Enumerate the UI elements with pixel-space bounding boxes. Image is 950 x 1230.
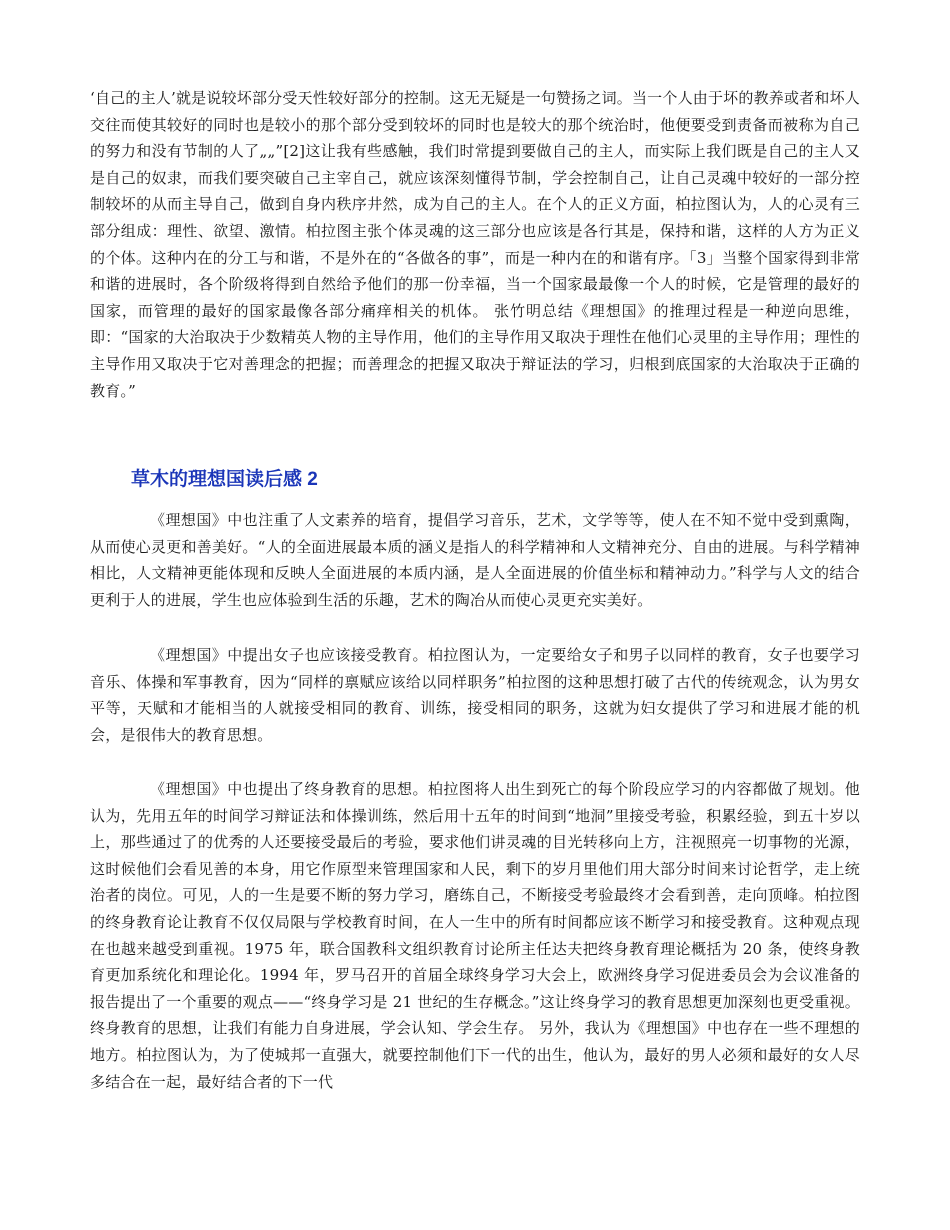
paragraph-humanities: 《理想国》中也注重了人文素养的培育，提倡学习音乐，艺术，文学等等，使人在不知不觉中受到熏陶，从而使心灵更和善美好。“人的全面进展最本质的涵义是指人的科学精神和人文精神充分、自由的进展。与科学精神相比，人文精神更能体现和反映人全面进展的本质内涵，是人全面进展的价值坐标和精神动力。”科学与人文的结合更利于人的进展，学生也应体验到生活的乐趣，艺术的陶冶从而使心灵更充实美好。 (90, 511, 860, 609)
paragraph-lifelong-education: 《理想国》中也提出了终身教育的思想。柏拉图将人出生到死亡的每个阶段应学习的内容都做了规划。他认为，先用五年的时间学习辩证法和体操训练，然后用十五年的时间到“地洞”里接受考验，积累经验，到五十岁以上，那些通过了的优秀的人还要接受最后的考验，要求他们讲灵魂的目光转移向上方，注视照亮一切事物的光源，这时候他们会看见善的本身，用它作原型来管理国家和人民，剩下的岁月里他们用大部分时间来讨论哲学，走上统治者的岗位。可见，人的一生是要不断的努力学习，磨练自己，不断接受考验最终才会看到善，走向顶峰。柏拉图的终身教育论让教育不仅仅局限与学校教育时间，在人一生中的所有时间都应该不断学习和接受教育。这种观点现在也越来越受到重视。1975 年，联合国教科文组织教育讨论所主任达夫把终身教育理论概括为 20 条，使终身教育更加系统化和理论化。1994 年，罗马召开的首届全球终身学习大会上，欧洲终身学习促进委员会为会议准备的报告提出了一个重要的观点——“终身学习是 21 世纪的生存概念。”这让终身学习的教育思想更加深刻也更受重视。终身教育的思想，让我们有能力自身进展，学会认知、学会生存。 另外，我认为《理想国》中也存在一些不理想的地方。柏拉图认为，为了使城邦一直强大，就要控制他们下一代的出生，他认为，最好的男人必须和最好的女人尽多结合在一起，最好结合者的下一代 (90, 780, 860, 1091)
paragraph-women-education: 《理想国》中提出女子也应该接受教育。柏拉图认为，一定要给女子和男子以同样的教育，女子也要学习音乐、体操和军事教育，因为“同样的禀赋应该给以同样职务”柏拉图的这种思想打破了古代的传统观念，认为男女平等，天赋和才能相当的人就接受相同的教育、训练，接受相同的职务，这就为妇女提供了学习和进展才能的机会，是很伟大的教育思想。 (90, 646, 860, 744)
section-heading: 草木的理想国读后感 2 (131, 469, 318, 490)
paragraph-self-mastery: ‘自己的主人’就是说较坏部分受天性较好部分的控制。这无无疑是一句赞扬之词。当一个人由于坏的教养或者和坏人交往而使其较好的同时也是较小的那个部分受到较坏的同时也是较大的那个统治时，他便要受到责备而被称为自己的努力和没有节制的人了„„”[2]这让我有些感触，我们时常提到要做自己的主人，而实际上我们既是自己的主人又是自己的奴隶，而我们要突破自己主宰自己，就应该深刻懂得节制，学会控制自己，让自己灵魂中较好的一部分控制较坏的从而主导自己，做到自身内秩序井然，成为自己的主人。在个人的正义方面，柏拉图认为，人的心灵有三部分组成：理性、欲望、激情。柏拉图主张个体灵魂的这三部分也应该是各行其是，保持和谐，这样的人方为正义的个体。这种内在的分工与和谐，不是外在的“各做各的事”，而是一种内在的和谐有序。「3」当整个国家得到非常和谐的进展时，各个阶级将得到自然给予他们的那一份幸福，当一个国家最最像一个人的时候，它是管理的最好的国家，而管理的最好的国家最像各部分痛痒相关的机体。 张竹明总结《理想国》的推理过程是一种逆向思维，即：“国家的大治取决于少数精英人物的主导作用，他们的主导作用又取决于理性在他们心灵里的主导作用；理性的主导作用又取决于它对善理念的把握；而善理念的把握又取决于辩证法的学习，归根到底国家的大治取决于正确的教育。” (90, 89, 860, 400)
